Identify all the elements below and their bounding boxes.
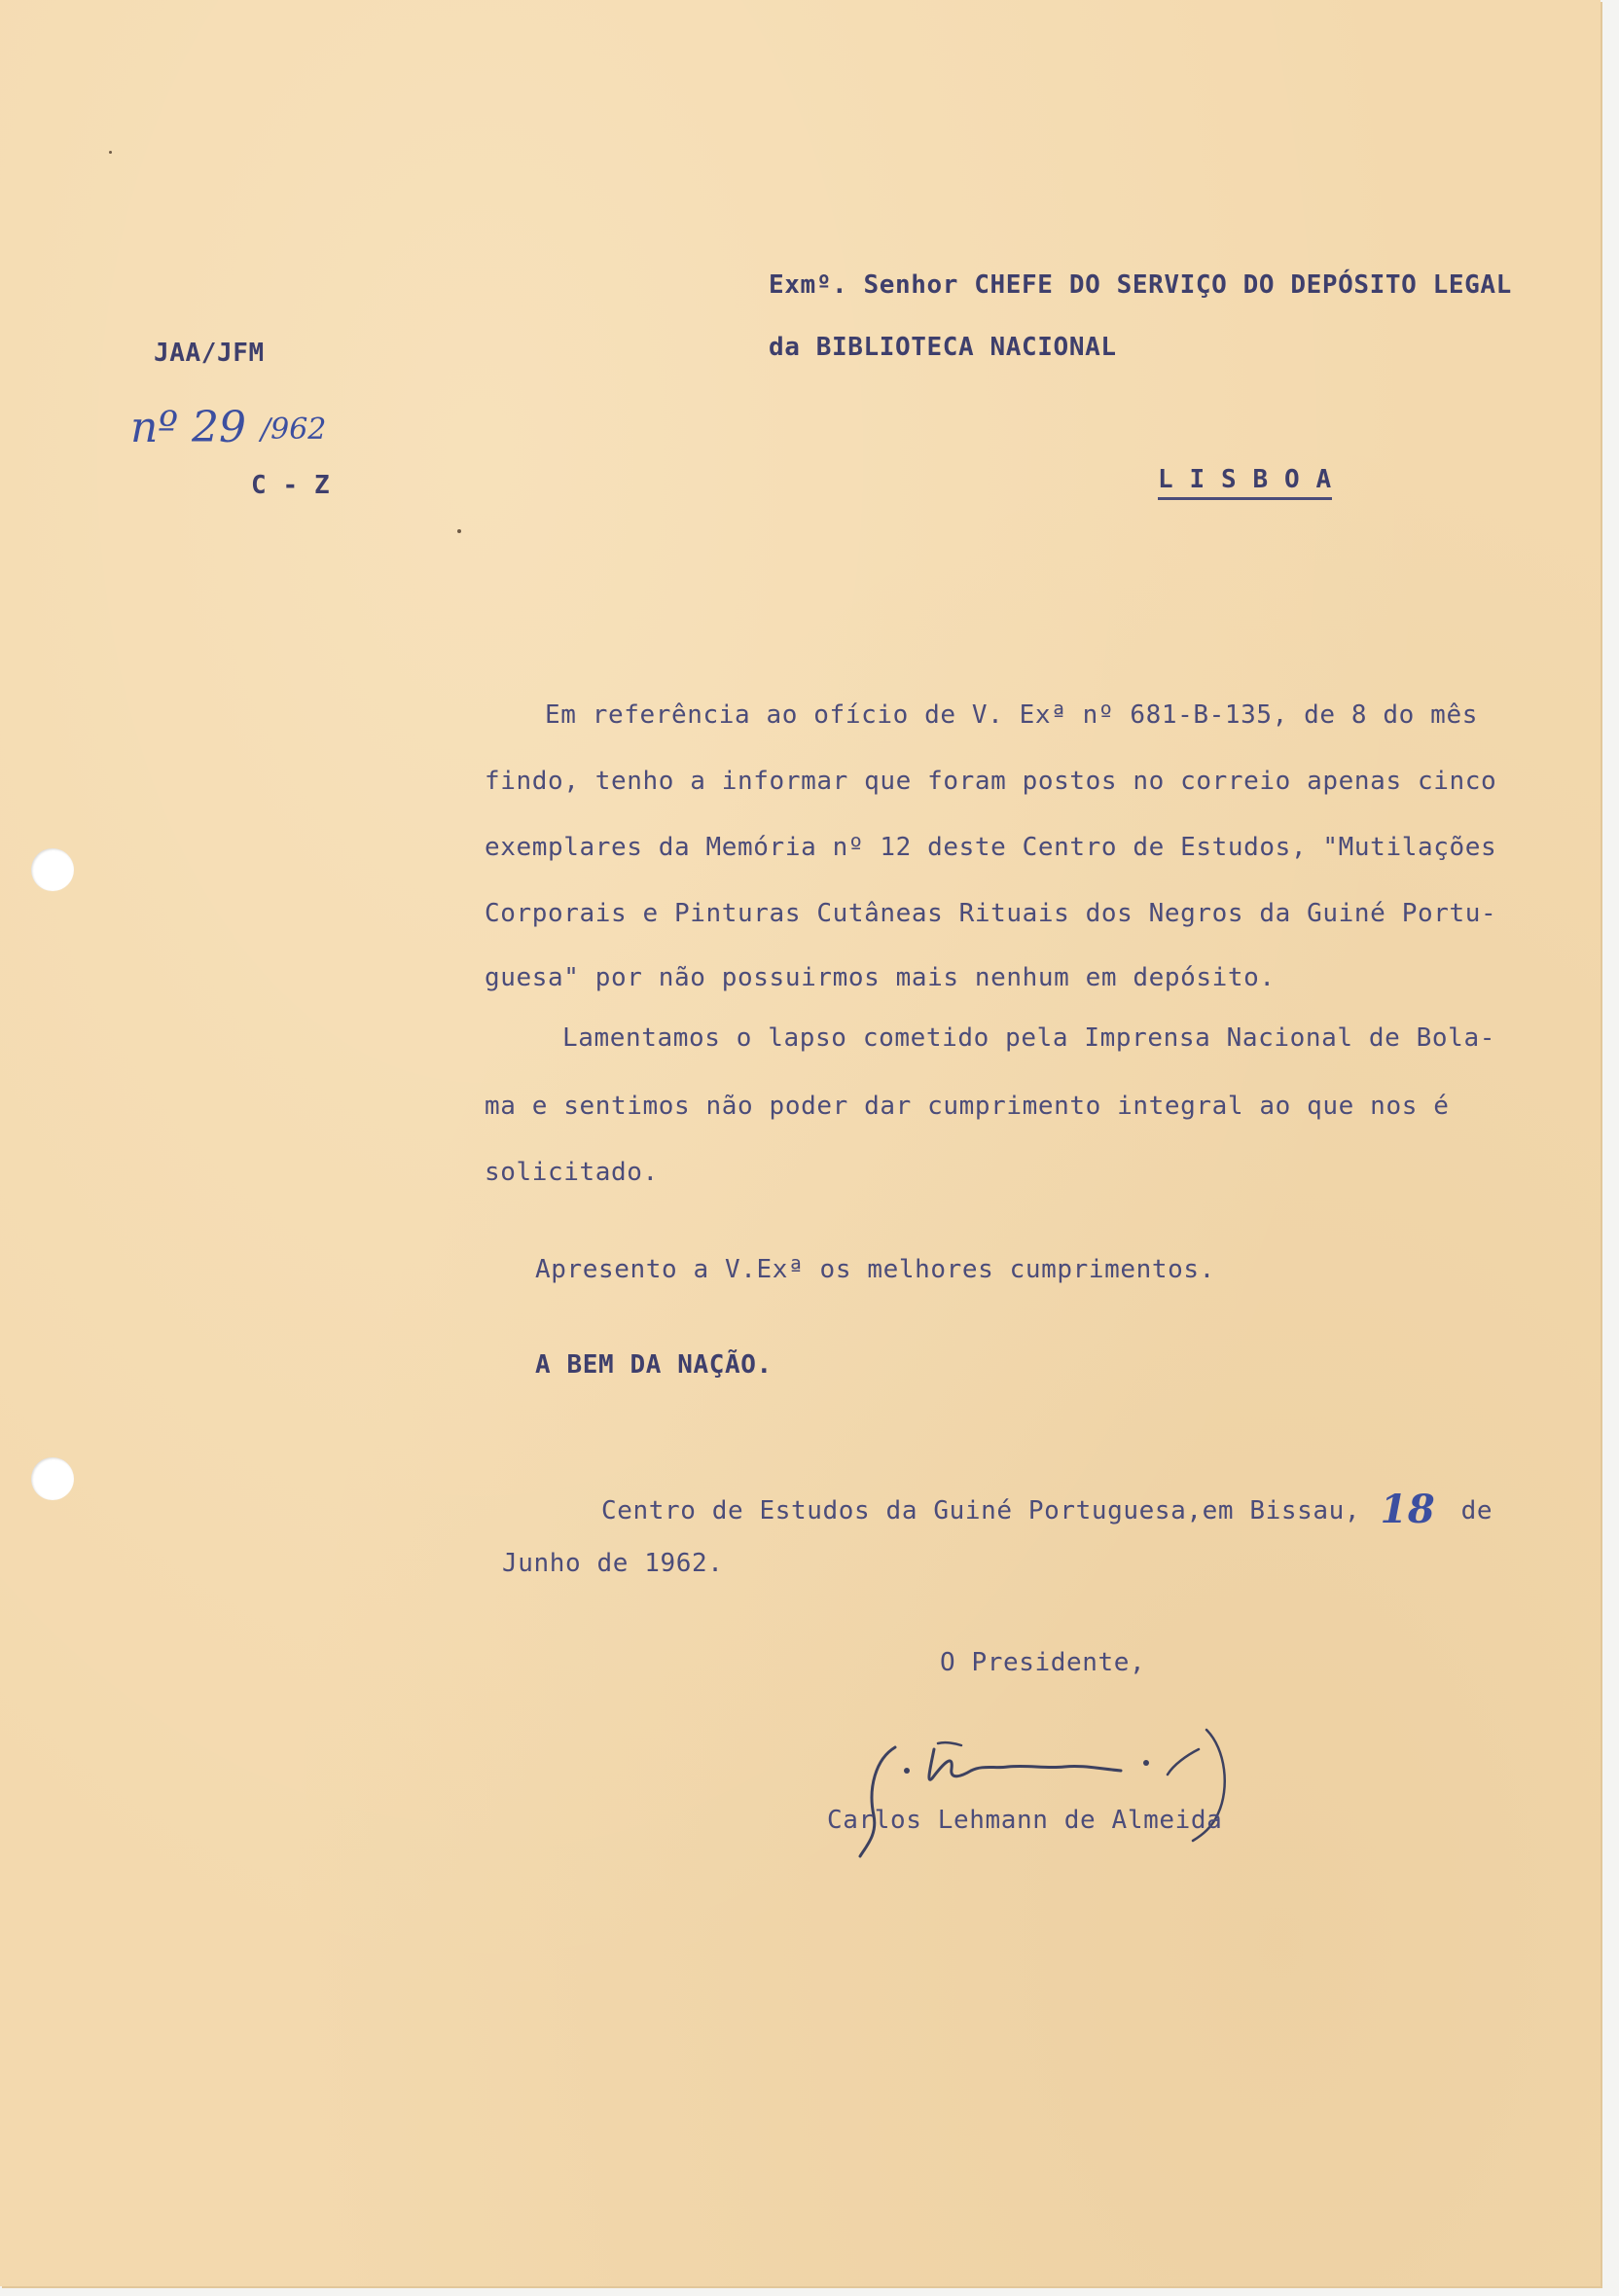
handwritten-year: /962 — [261, 413, 327, 447]
place-date-line-2: Junho de 1962. — [502, 1549, 724, 1578]
handwritten-number: nº 29 — [130, 403, 247, 452]
classification-code: C - Z — [251, 471, 331, 500]
addressee-city — [1158, 465, 1332, 494]
body-line: Lamentamos o lapso cometido pela Imprensa Nacional de Bola- — [562, 1023, 1495, 1053]
body-line: exemplares da Memória nº 12 deste Centro de Estudos, "Mutilações — [485, 833, 1497, 862]
reference-code: JAA/JFM — [154, 339, 265, 368]
signatory-name: Carlos Lehmann de Almeida — [827, 1806, 1223, 1835]
place-date-line-1 — [601, 1483, 1493, 1532]
handwritten-signature — [837, 1720, 1284, 1866]
closing-title: O Presidente, — [940, 1648, 1146, 1677]
body-line: Em referência ao ofício de V. Exª nº 681-B-135, de 8 do mês — [545, 700, 1478, 730]
motto: A BEM DA NAÇÃO. — [535, 1350, 773, 1380]
handwritten-day: 18 — [1380, 1487, 1436, 1532]
paper-speck — [457, 529, 461, 533]
addressee-city-text: L I S B O A — [1158, 465, 1332, 500]
place-date-text: Centro de Estudos da Guiné Portuguesa,em Bissau, — [601, 1496, 1361, 1525]
greeting: Apresento a V.Exª os melhores cumprimentos. — [535, 1255, 1215, 1284]
body-line: solicitado. — [485, 1158, 659, 1187]
body-line: findo, tenho a informar que foram postos no correio apenas cinco — [485, 767, 1497, 796]
addressee-line-2: da BIBLIOTECA NACIONAL — [769, 333, 1117, 362]
body-line: Corporais e Pinturas Cutâneas Rituais dos Negros da Guiné Portu- — [485, 899, 1497, 928]
paper-speck — [109, 151, 112, 154]
addressee-line-1: Exmº. Senhor CHEFE DO SERVIÇO DO DEPÓSITO LEGAL — [769, 270, 1512, 300]
place-date-de: de — [1460, 1496, 1493, 1525]
body-line: guesa" por não possuirmos mais nenhum em depósito. — [485, 963, 1276, 992]
punch-hole-bottom — [31, 1457, 74, 1500]
body-line: ma e sentimos não poder dar cumprimento integral ao que nos é — [485, 1092, 1450, 1121]
punch-hole-top — [31, 848, 74, 891]
